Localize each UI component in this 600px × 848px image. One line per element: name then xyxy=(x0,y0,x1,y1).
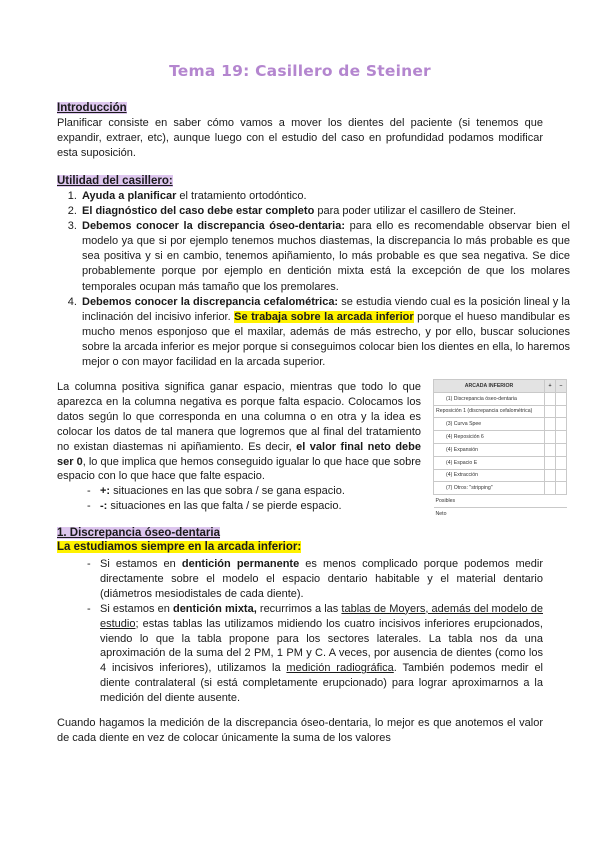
columna-bullets xyxy=(57,484,421,514)
closing-paragraph: Cuando hagamos la medición de la discrepancia óseo-dentaria, lo mejor es que anotemos el valor de cada diente en vez de colocar únicamente la suma de los valores xyxy=(57,717,543,744)
discrepancia-heading: 1. Discrepancia óseo-dentaria xyxy=(57,527,220,539)
arcada-inferior-table xyxy=(433,379,567,520)
discrepancia-bullets xyxy=(57,557,543,706)
table-row: (7) Otros: "stripping" xyxy=(434,482,567,495)
list-item: - Si estamos en dentición permanente es menos complicado porque podemos medir directamente sobre el modelo el espacio dentario habitable y el material dentario (diámetros mesiodistales de cada diente). xyxy=(87,558,543,600)
list-item: 2. El diagnóstico del caso debe estar completo para poder utilizar el casillero de Steiner. xyxy=(80,204,570,219)
table-row: (3) Curva Spee xyxy=(434,418,567,431)
table-row: (4) Expansión xyxy=(434,443,567,456)
minus-column-header: – xyxy=(556,380,567,393)
table-row: Posibles xyxy=(434,495,567,508)
intro-paragraph: Planificar consiste en saber cómo vamos a mover los dientes del paciente (si tenemos que expandir, extraer, etc), aunque luego con el estudio del caso en profundidad podamos modificar esta suposición. xyxy=(57,117,543,159)
utilidad-heading: Utilidad del casillero: xyxy=(57,175,173,187)
table-row: (4) Reposición 6 xyxy=(434,431,567,444)
table-row: (4) Espacio E xyxy=(434,456,567,469)
utilidad-list xyxy=(57,189,570,370)
list-item: - -: situaciones en las que falta / se pierde espacio. xyxy=(87,499,342,512)
plus-column-header: + xyxy=(545,380,556,393)
columna-paragraph: La columna positiva significa ganar espacio, mientras que todo lo que aparezca en la columna negativa es porque falta espacio. Colocamos los datos según lo que corresponda en una columna o en otra y la idea es colocar los datos de tal manera que logremos que al final del tratamiento no existan diastemas ni apiñamiento. Es decir, el valor final neto debe ser 0, lo que implica que hemos conseguido igualar lo que hace que sobre espacio con lo que hace que falte espacio. xyxy=(57,381,421,483)
page-title: Tema 19: Casillero de Steiner xyxy=(169,62,431,80)
list-item: 4. Debemos conocer la discrepancia cefalométrica: se estudia viendo cual es la posición lineal y la inclinación del incisivo inferior. Se trabaja sobre la arcada inferior porque el hueso mandibular es mucho menos esponjoso que el maxilar, además de más estrecho, y por ello, buscar soluciones sobre la arcada inferior es mejor porque si conseguimos colocar bien los dientes en ella, lo haremos mejor o con mayor facilidad en la arcada superior. xyxy=(80,295,570,370)
table-row: Neto xyxy=(434,507,567,519)
moyers-link: tablas de Moyers, además del modelo de estudio xyxy=(100,602,543,630)
table-row: (1) Discrepancia óseo-dentaria xyxy=(434,392,567,405)
list-item: - +: situaciones en las que sobra / se gana espacio. xyxy=(87,485,345,497)
intro-heading: Introducción xyxy=(57,102,127,114)
table-header: ARCADA INFERIOR xyxy=(434,380,545,393)
radiografica-link: medición radiográfica xyxy=(286,662,394,675)
discrepancia-subheading: La estudiamos siempre en la arcada inferior: xyxy=(57,541,302,553)
table-row: Reposición 1 (discrepancia cefalométrica) xyxy=(434,405,567,418)
highlight-arcada-inferior: Se trabaja sobre la arcada inferior xyxy=(234,310,414,323)
table-row: (4) Extracción xyxy=(434,469,567,482)
list-item: 3. Debemos conocer la discrepancia óseo-dentaria: para ello es recomendable observar bien el modelo ya que si por ejemplo tenemos muchos diastemas, la discrepancia lo más probable es que sea positiva y si en cambio, tenemos apiñamiento, lo más probable es que sea negativa. Se dice probablemente porque por ejemplo en dentición mixta está la excepción de que los molares temporales ocupan más tamaño que los premolares. xyxy=(80,219,570,294)
list-item: - Si estamos en dentición mixta, recurrimos a las tablas de Moyers, además del modelo de estudio; estas tablas las utilizamos midiendo los cuatro incisivos inferiores erupcionados, viendo lo que la tabla propone para los sectores laterales. La tabla nos da una aproximación de la suma del 2 PM, 1 PM y C. A veces, por ausencia de dientes (como los 4 incisivos inferiores), utilizamos la medición radiográfica. También podemos medir el diente contralateral (si está completamente erupcionado) para lograr aproximarnos a la medición del diente ausente. xyxy=(87,602,543,705)
list-item: 1. Ayuda a planificar el tratamiento ortodóntico. xyxy=(80,189,570,204)
